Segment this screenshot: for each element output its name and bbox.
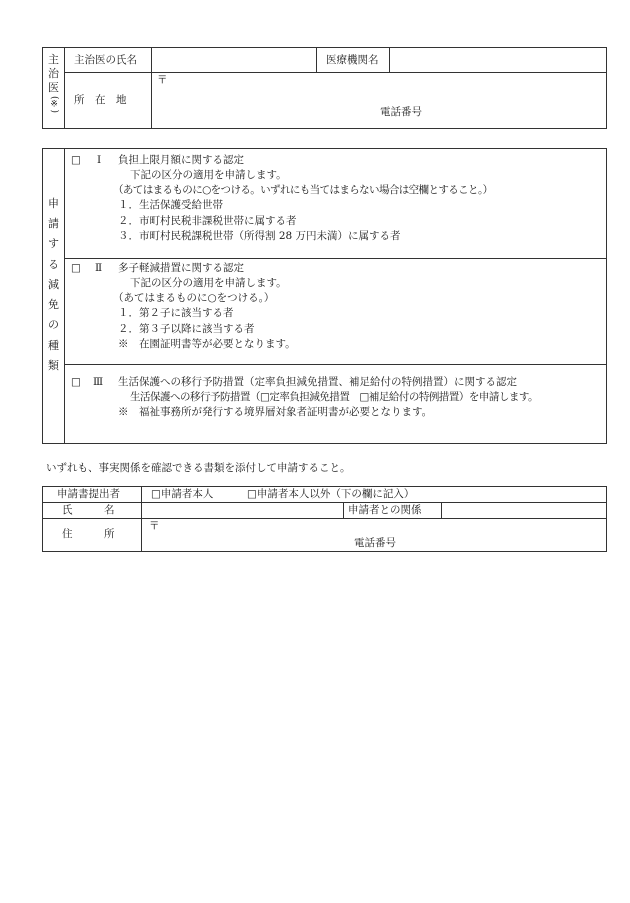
- section-1-option[interactable]: １．生活保護受給世帯: [118, 199, 223, 212]
- applicant-name-label: 氏 名: [62, 504, 115, 516]
- section-1-title: 負担上限月額に関する認定: [118, 154, 244, 166]
- section-3-checkbox[interactable]: □: [71, 376, 81, 388]
- section-2-checkbox[interactable]: □: [71, 262, 81, 274]
- section-1-line: （あてはまるものに○をつける。いずれにも当てはまらない場合は空欄とすること。）: [113, 184, 493, 197]
- section-2-lines: [0, 276, 630, 352]
- reduction-side-label: 申 請 す る 減 免 の 種 類: [48, 197, 59, 372]
- submitter-other-option[interactable]: □申請者本人以外（下の欄に記入）: [247, 488, 415, 500]
- section-2-line: 下記の区分の適用を申請します。: [130, 277, 287, 289]
- relation-label: 申請者との関係: [348, 504, 422, 516]
- relation-label-left: [343, 502, 344, 518]
- section-1-lines: [0, 168, 630, 244]
- section-2-option[interactable]: １．第２子に該当する者: [118, 307, 234, 320]
- submitter-label: 申請書提出者: [57, 488, 120, 500]
- section-1-option[interactable]: ２．市町村民税非課税世帯に属する者: [118, 214, 297, 227]
- doctor-side-divider: [64, 47, 65, 129]
- institution-label: 医療機関名: [326, 54, 379, 66]
- section-2-numeral: Ⅱ: [95, 262, 103, 274]
- section-1-option[interactable]: ３．市町村民税課税世帯（所得割 28 万円未満）に属する者: [118, 229, 401, 242]
- section-1-line: 下記の区分の適用を申請します。: [130, 169, 287, 181]
- reduction-divider-2: [64, 364, 607, 365]
- doctor-name-label: 主治医の氏名: [74, 54, 137, 66]
- applicant-name-field[interactable]: [142, 503, 342, 517]
- attachment-note: いずれも、事実関係を確認できる書類を添付して申請すること。: [46, 462, 351, 474]
- section-3-title: 生活保護への移行予防措置（定率負担減免措置、補足給付の特例措置）に関する認定: [118, 376, 517, 388]
- section-2-line: （あてはまるものに○をつける。）: [113, 292, 275, 305]
- doctor-side-label: 主 治 医 (※): [48, 53, 60, 114]
- doctor-postal-mark: 〒: [157, 74, 168, 86]
- reduction-divider-1: [64, 258, 607, 259]
- section-1-numeral: Ⅰ: [97, 154, 102, 166]
- section-3-note: ※ 福祉事務所が発行する境界層対象者証明書が必要となります。: [118, 406, 433, 419]
- applicant-address-label: 住 所: [62, 528, 115, 540]
- section-3-line[interactable]: 生活保護への移行予防措置（□定率負担減免措置 □補足給付の特例措置）を申請します。: [130, 391, 538, 403]
- doctor-name-field[interactable]: [152, 48, 315, 71]
- section-2-note: ※ 在園証明書等が必要となります。: [118, 337, 296, 350]
- applicant-postal-mark: 〒: [149, 520, 160, 532]
- institution-label-left: [316, 47, 317, 72]
- relation-field[interactable]: [442, 503, 606, 517]
- section-2-option[interactable]: ２．第３子以降に該当する者: [118, 322, 255, 335]
- doctor-address-field[interactable]: [152, 73, 606, 128]
- section-3-numeral: Ⅲ: [93, 376, 104, 388]
- section-2-title: 多子軽減措置に関する認定: [118, 262, 244, 274]
- institution-field[interactable]: [390, 48, 606, 71]
- doctor-address-label: 所 在 地: [74, 94, 127, 106]
- section-1-checkbox[interactable]: □: [71, 154, 81, 166]
- section-3-lines: [0, 390, 630, 420]
- doctor-phone-label: 電話番号: [380, 106, 422, 118]
- submitter-self-option[interactable]: □申請者本人: [151, 488, 214, 500]
- applicant-phone-label: 電話番号: [354, 537, 396, 549]
